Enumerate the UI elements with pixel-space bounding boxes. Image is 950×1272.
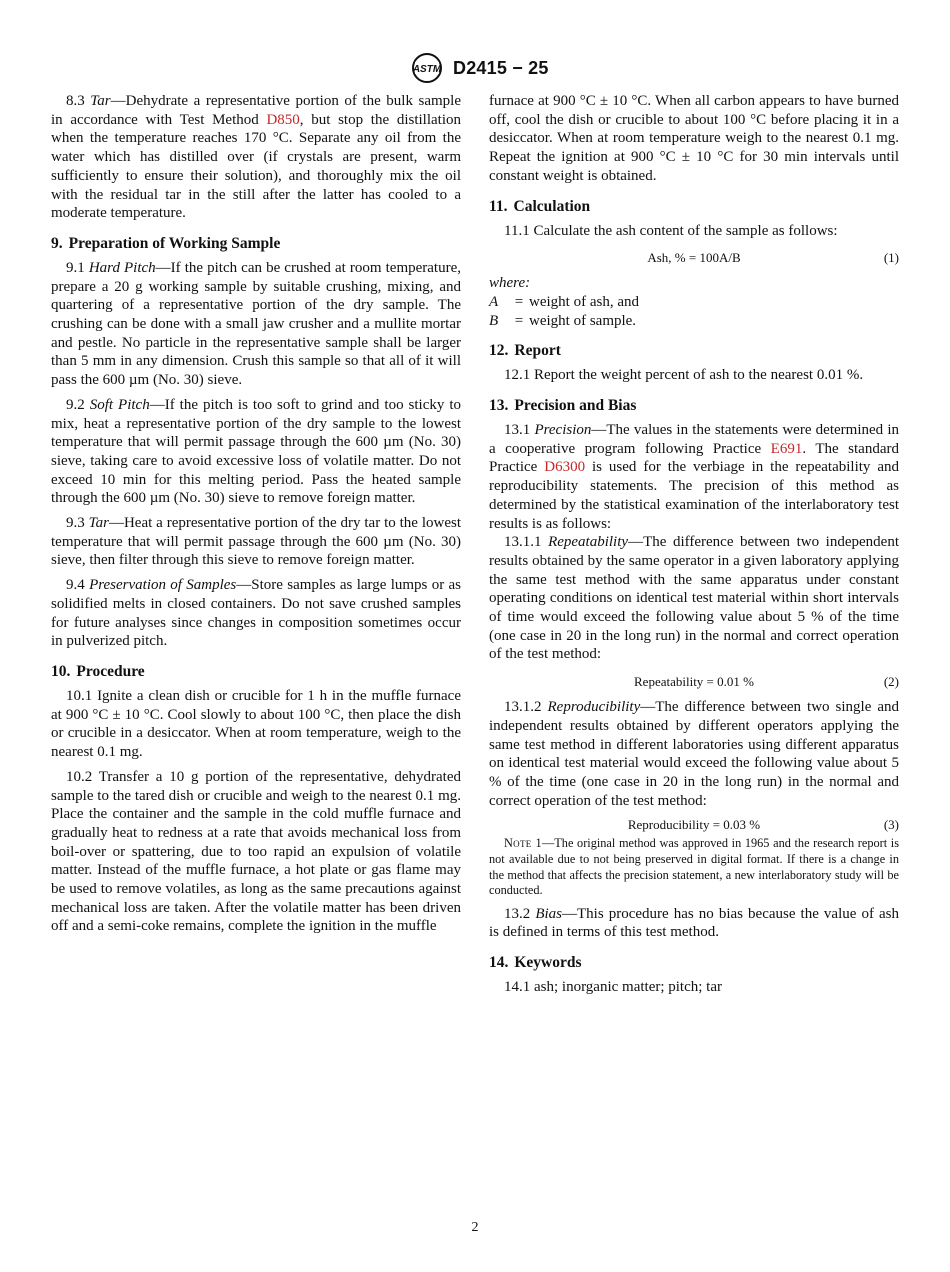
section-10-2: 10.2 Transfer a 10 g portion of the representative, dehydrated sample to the tared dish or crucible and weigh to the nearest 0.1 mg. Place the container and the sample in the cold muffle furnace and gradually heat to redness at a rate that avoids mechanical loss from boil-over or spattering, due to too rapid an expulsion of volatile matter. Instead of the muffle furnace, a hot plate or gas flame may be used to remove volatiles, as long as the same precautions against mechanical loss are taken. After the volatile matter has been driven off and a semi-coke remains, complete the ignition in the muffle [51,768,461,935]
equation-1 [489,247,899,267]
where-label: where: [489,275,531,292]
astm-logo-icon [409,52,445,84]
section-9-4: 9.4 Preservation of Samples—Store samples as large lumps or as solidified melts in closed containers. Do not save crushed samples for future analyses since changes in composition sometimes occur in pulverized pitch. [51,577,461,650]
svg-text:ASTM: ASTM [412,64,442,75]
page-number: 2 [471,1220,479,1235]
equation-1-number: (1) [883,250,899,266]
section-14-1: 14.1 ash; inorganic matter; pitch; tar [504,979,722,996]
definition-b: B = weight of sample. [489,312,637,329]
definition-a: A = weight of ash, and [489,293,639,310]
link-d850[interactable]: D850 [266,111,300,128]
heading-10: 10. Procedure [51,662,145,680]
section-13-1-2: 13.1.2 Reproducibility—The difference between two single and independent results obtained by different operators applying the same test method in different laboratories using different apparatus on identical test material would exceed the following value about 5 % of the time (one case in 20 in the long run) in the normal and correct operation of the test method: [489,699,900,809]
section-9-3: 9.3 Tar—Heat a representative portion of the dry tar to the lowest temperature that will permit passage through the 600 µm (No. 30) sieve, then filter through this sieve to remove foreign matter. [51,515,462,569]
section-13-2: 13.2 Bias—This procedure has no bias because the value of ash is defined in terms of this test method. [489,905,900,941]
section-13-1-1: 13.1.1 Repeatability—The difference between two independent results obtained by the same operator in a given laboratory applying the same test method with the same apparatus under constant operating conditions on identical test material within short intervals of time would exceed the following value about 5 % of the time (one case in 20 in the long run) in the normal and correct operation of the test method: [489,534,899,663]
equation-3-number: (3) [883,817,899,833]
section-10-1: 10.1 Ignite a clean dish or crucible for 1 h in the muffle furnace at 900 °C ± 10 °C. Cool slowly to about 100 °C, then place the dish or crucible in a desiccator. When at room temperature, weigh to the nearest 0.1 mg. [51,687,462,761]
section-11-1: 11.1 Calculate the ash content of the sample as follows: [504,222,838,239]
document-id: D2415 − 25 [453,58,549,78]
page-header [0,52,950,86]
section-8-3: 8.3 Tar—Dehydrate a representative portion of the bulk sample in accordance with Test Method D850, but stop the distillation when the temperature reaches 170 °C. Separate any oil from the water which has distilled over (if crystals are present, warm sufficiently to ensure their solution), and thoroughly mix the oil with the residual tar in the still after the latter has cooled to a moderate temperature. [51,93,461,222]
right-column [489,92,899,997]
equation-3 [489,814,899,834]
equation-2-expression: Repeatability = 0.01 % [634,674,754,690]
heading-14: 14. Keywords [489,954,582,972]
heading-13: 13. Precision and Bias [489,397,637,415]
equation-3-expression: Reproducibility = 0.03 % [627,817,761,833]
section-13-1: 13.1 Precision—The values in the statements were determined in a cooperative program following Practice E691. The standard Practice D6300 is used for the verbiage in the repeatability and reproducibility statements. The precision of this method as determined by the statistical examination of the interlaboratory test results is as follows: [489,422,900,532]
equation-2 [489,671,899,691]
section-9-1: 9.1 Hard Pitch—If the pitch can be crushed at room temperature, prepare a 20 g working sample by suitable crushing, mixing, and quartering of a representative portion of the dry sample. The crushing can be done with a small jaw crusher and a mullite mortar and pestle. No particle in the representative sample shall be larger than 5 mm in any dimension. Crush this sample so that all of it will pass the 600 µm (No. 30) sieve. [51,259,461,389]
note-1: Note 1—The original method was approved in 1965 and the research report is not available due to not being preserved in digital format. If there is a change in the method that affects the precision statement, a new interlaboratory study will be conducted. [489,836,899,898]
section-12-1: 12.1 Report the weight percent of ash to the nearest 0.01 %. [504,367,864,384]
equation-2-number: (2) [883,674,899,690]
left-column [51,92,461,936]
link-e691[interactable]: E691 [770,440,803,457]
section-10-2-continued: furnace at 900 °C ± 10 °C. When all carbon appears to have burned off, cool the dish or crucible to about 100 °C before placing it in a desiccator. When at room temperature weigh to the nearest 0.1 mg. Repeat the ignition at 900 °C ± 10 °C for 30 min intervals until constant weight is obtained. [489,93,899,184]
heading-9: 9. Preparation of Working Sample [51,234,281,252]
link-d6300[interactable]: D6300 [544,459,586,476]
heading-11: 11. Calculation [489,197,591,215]
heading-12: 12. Report [489,342,561,360]
equation-1-expression: Ash, % = 100A/B [647,250,741,266]
section-9-2: 9.2 Soft Pitch—If the pitch is too soft to grind and too sticky to mix, heat a representative portion of the dry sample to the lowest temperature that will permit passage through the 600 µm (No. 30) sieve, taking care to avoid excessive loss of volatile matter. Do not exceed 10 min for this melting period. Pass the heated sample through the 600 µm (No. 30) sieve to remove foreign matter. [51,396,462,507]
